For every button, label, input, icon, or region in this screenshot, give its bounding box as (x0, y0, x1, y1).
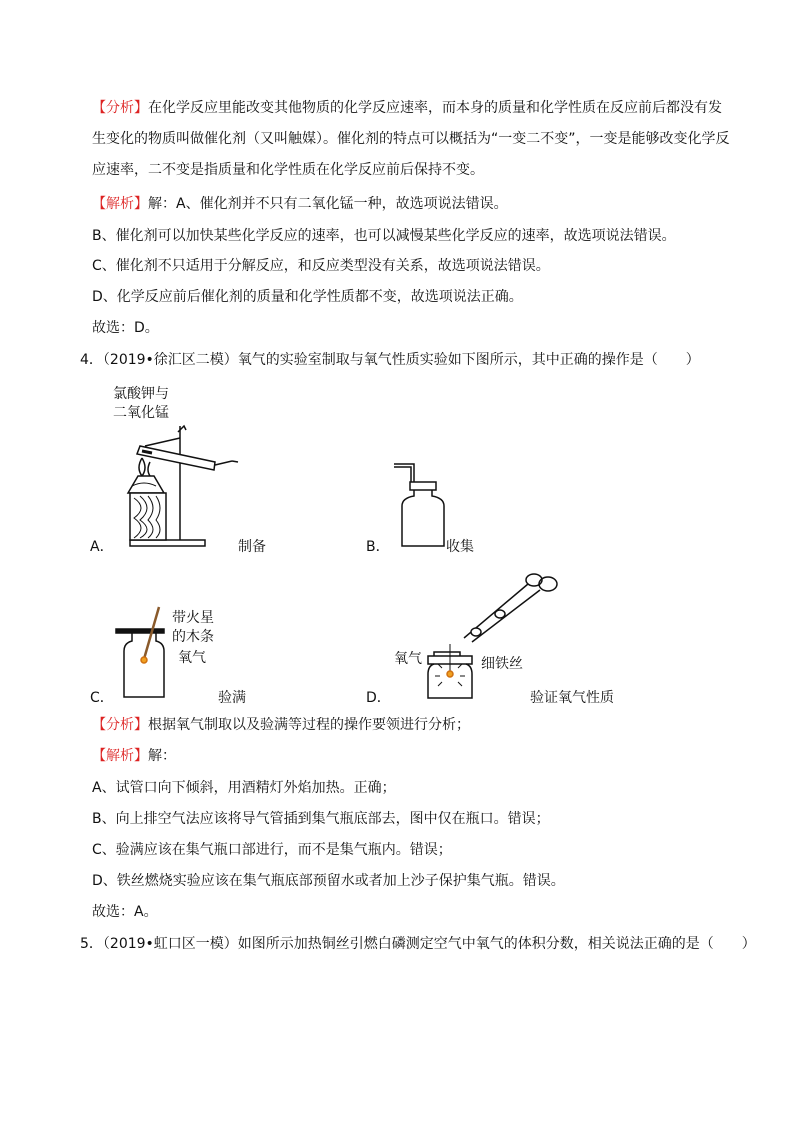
q3-analysis-line-3: 应速率，二不变是指质量和化学性质在化学反应前后保持不变。 (92, 162, 484, 178)
analysis-tag: 【分析】 (92, 717, 148, 733)
analysis-text: 在化学反应里能改变其他物质的化学反应速率，而本身的质量和化学性质在反应前后都没有发 (148, 100, 722, 116)
q4-analysis-line (92, 715, 470, 735)
q3-analysis-line-2: 生变化的物质叫做催化剂（又叫触媒）。催化剂的特点可以概括为“一变二不变”，一变是能够改变化学反 (92, 131, 730, 147)
fig-d-letter: D． (366, 690, 391, 706)
fig-a-apparatus-drawing (120, 418, 250, 553)
fig-c-caption: 验满 (218, 690, 246, 706)
q4-solution-b: B、向上排空气法应该将导气管插到集气瓶底部去，图中仅在瓶口。错误； (92, 811, 550, 827)
fig-b-caption: 收集 (446, 539, 474, 555)
q3-option-c: C、催化剂不只适用于分解反应，和反应类型没有关系，故选项说法错误。 (92, 258, 550, 274)
q3-option-b: B、催化剂可以加快某些化学反应的速率，也可以减慢某些化学反应的速率，故选项说法错误。 (92, 228, 676, 244)
q3-solution-line (92, 194, 508, 214)
fig-b-bottle-drawing (388, 460, 448, 550)
fig-a-label-1: 氯酸钾与 (113, 386, 169, 402)
fig-d-caption: 验证氧气性质 (530, 690, 614, 706)
solution-tag: 【解析】 (92, 196, 148, 212)
fig-a-caption: 制备 (238, 539, 266, 555)
q4-answer: 故选：A。 (92, 904, 158, 920)
q3-option-d: D、化学反应前后催化剂的质量和化学性质都不变，故选项说法正确。 (92, 289, 523, 305)
fig-c-bottle-drawing (112, 605, 172, 700)
q4-solution-a: A、试管口向下倾斜，用酒精灯外焰加热。正确； (92, 780, 396, 796)
solution-tag: 【解析】 (92, 748, 148, 764)
q5-stem: 5．（2019•虹口区一模）如图所示加热铜丝引燃白磷测定空气中氧气的体积分数，相关说法正确的是（ ） (80, 936, 756, 952)
q4-stem: 4．（2019•徐汇区二模）氧气的实验室制取与氧气性质实验如下图所示，其中正确的操作是（ ） (80, 352, 700, 368)
solution-text: 解： (148, 748, 176, 764)
fig-c-label-2: 的木条 (172, 629, 214, 645)
fig-d-label-2: 细铁丝 (481, 656, 523, 672)
q4-solution-c: C、验满应该在集气瓶口部进行，而不是集气瓶内。错误； (92, 842, 452, 858)
solution-text: 解：A、催化剂并不只有二氧化锰一种，故选项说法错误。 (148, 196, 508, 212)
analysis-tag: 【分析】 (92, 100, 148, 116)
fig-d-apparatus-drawing (420, 570, 560, 700)
fig-b-letter: B． (366, 539, 390, 555)
fig-c-letter: C． (90, 690, 114, 706)
fig-d-label-1: 氧气 (394, 651, 422, 667)
fig-c-label-3: 氧气 (178, 650, 206, 666)
q4-solution-d: D、铁丝燃烧实验应该在集气瓶底部预留水或者加上沙子保护集气瓶。错误。 (92, 873, 565, 889)
fig-c-label-1: 带火星 (172, 610, 214, 626)
analysis-text: 根据氧气制取以及验满等过程的操作要领进行分析； (148, 717, 470, 733)
q4-solution-line (92, 746, 176, 766)
fig-a-label-2: 二氧化锰 (113, 405, 169, 421)
q3-analysis-line-1 (92, 98, 722, 118)
q3-answer: 故选：D。 (92, 320, 159, 336)
fig-a-letter: A． (90, 539, 114, 555)
